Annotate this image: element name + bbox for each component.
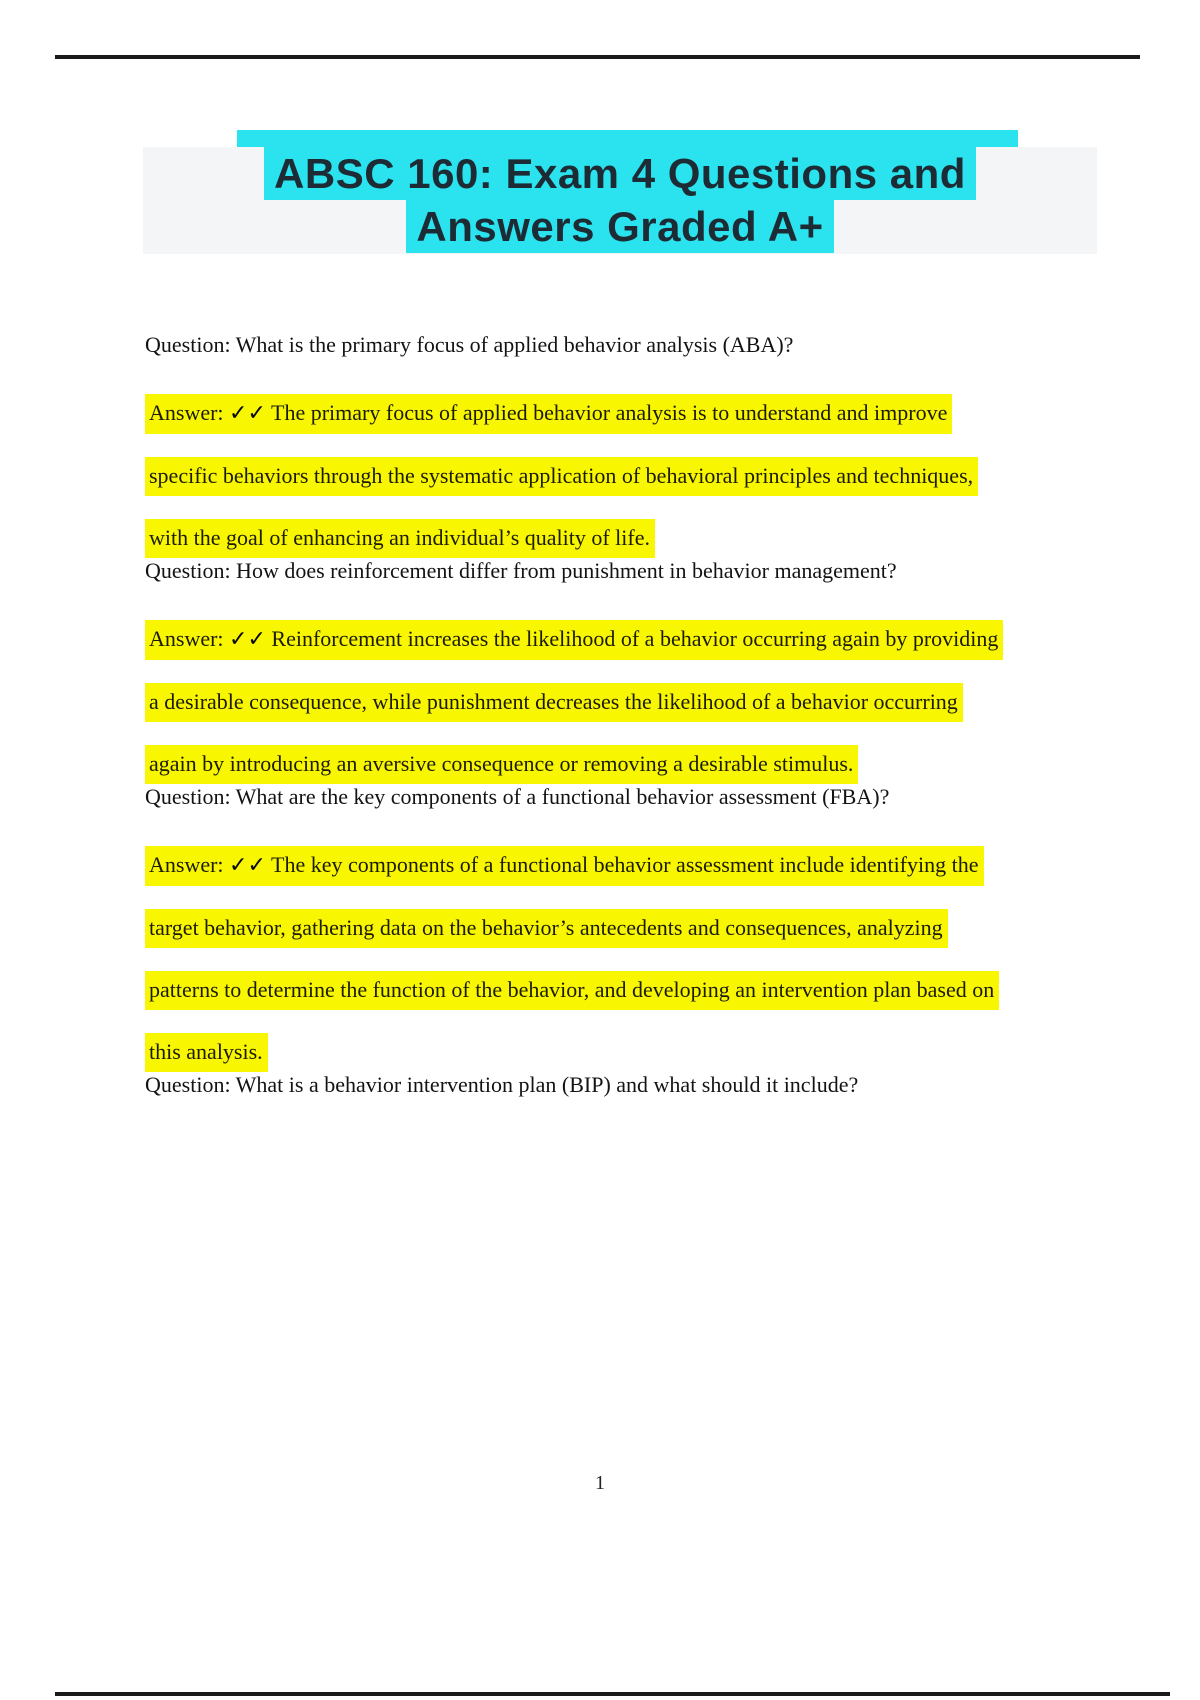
checkmarks-icon: ✓✓: [229, 401, 266, 426]
qa-item: [145, 784, 1080, 1072]
highlighted-answer-text: specific behaviors through the systematic application of behavioral principles and techniques,: [145, 457, 978, 496]
answer-line: [145, 846, 1080, 886]
highlighted-answer-text: Answer: ✓✓ The key components of a functional behavior assessment include identifying the: [145, 846, 984, 886]
title-panel: [143, 147, 1097, 254]
question-text: Question: What is the primary focus of applied behavior analysis (ABA)?: [145, 332, 794, 357]
qa-item: [145, 558, 1080, 784]
answer-line: [145, 909, 1080, 948]
answer-line: [145, 745, 1080, 784]
answer-line: [145, 620, 1080, 660]
checkmarks-icon: ✓✓: [229, 853, 266, 878]
highlighted-answer-text: with the goal of enhancing an individual’s quality of life.: [145, 519, 655, 558]
highlighted-answer-text: patterns to determine the function of the behavior, and developing an intervention plan based on: [145, 971, 999, 1010]
question-text: Question: How does reinforcement differ from punishment in behavior management?: [145, 558, 897, 583]
checkmarks-icon: ✓✓: [229, 627, 266, 652]
page-title: [143, 147, 1097, 253]
qa-item: [145, 332, 1080, 558]
answer-text: [145, 394, 1080, 558]
answer-line: [145, 457, 1080, 496]
answer-line: [145, 394, 1080, 434]
answer-line: [145, 971, 1080, 1010]
question-text: Question: What are the key components of a functional behavior assessment (FBA)?: [145, 784, 890, 809]
answer-text: [145, 846, 1080, 1072]
top-rule: [55, 55, 1140, 59]
answer-line: [145, 683, 1080, 722]
title-line-2: Answers Graded A+: [406, 200, 833, 253]
highlighted-answer-text: this analysis.: [145, 1033, 268, 1072]
qa-item: [145, 1072, 1080, 1098]
answer-line: [145, 519, 1080, 558]
qa-list: [145, 332, 1080, 1134]
highlighted-answer-text: again by introducing an aversive consequence or removing a desirable stimulus.: [145, 745, 858, 784]
answer-line: [145, 1033, 1080, 1072]
highlighted-answer-text: Answer: ✓✓ The primary focus of applied behavior analysis is to understand and improve: [145, 394, 952, 434]
highlighted-answer-text: target behavior, gathering data on the behavior’s antecedents and consequences, analyzing: [145, 909, 948, 948]
highlighted-answer-text: a desirable consequence, while punishment decreases the likelihood of a behavior occurring: [145, 683, 963, 722]
page-number: 1: [595, 1472, 605, 1494]
answer-text: [145, 620, 1080, 784]
highlighted-answer-text: Answer: ✓✓ Reinforcement increases the likelihood of a behavior occurring again by providing: [145, 620, 1003, 660]
title-line-1: ABSC 160: Exam 4 Questions and: [264, 147, 976, 200]
question-text: Question: What is a behavior intervention plan (BIP) and what should it include?: [145, 1072, 859, 1097]
bottom-rule: [55, 1692, 1170, 1696]
title-highlight-strip: [237, 130, 1018, 147]
